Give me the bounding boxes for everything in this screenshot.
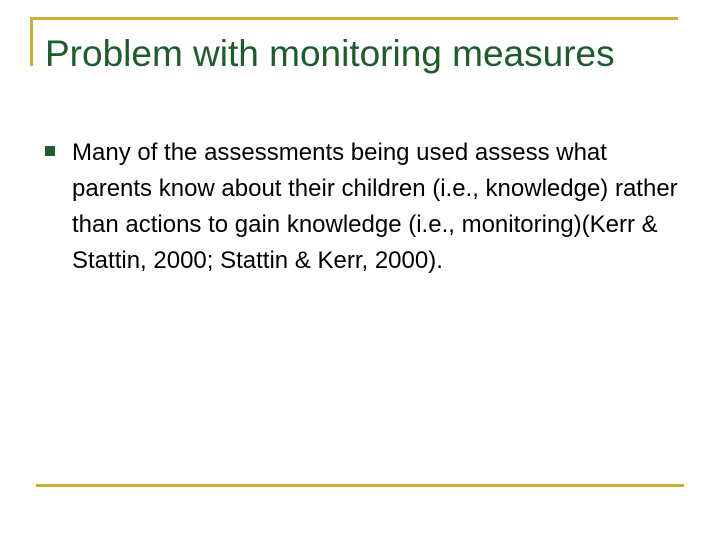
bullet-text: Many of the assessments being used assess what parents know about their children (i.e., knowledge) rather than actions to gain knowledge (i.e., monitoring)(Kerr & Stattin, 2000; Stattin & Kerr, 2000). xyxy=(72,139,678,274)
top-divider-line xyxy=(30,17,678,20)
bullet-item xyxy=(45,135,685,279)
slide-title: Problem with monitoring measures xyxy=(45,33,615,74)
bullet-list xyxy=(45,135,685,279)
bottom-divider-line xyxy=(36,484,684,487)
left-accent-line xyxy=(30,17,33,66)
square-bullet-icon xyxy=(45,146,55,156)
